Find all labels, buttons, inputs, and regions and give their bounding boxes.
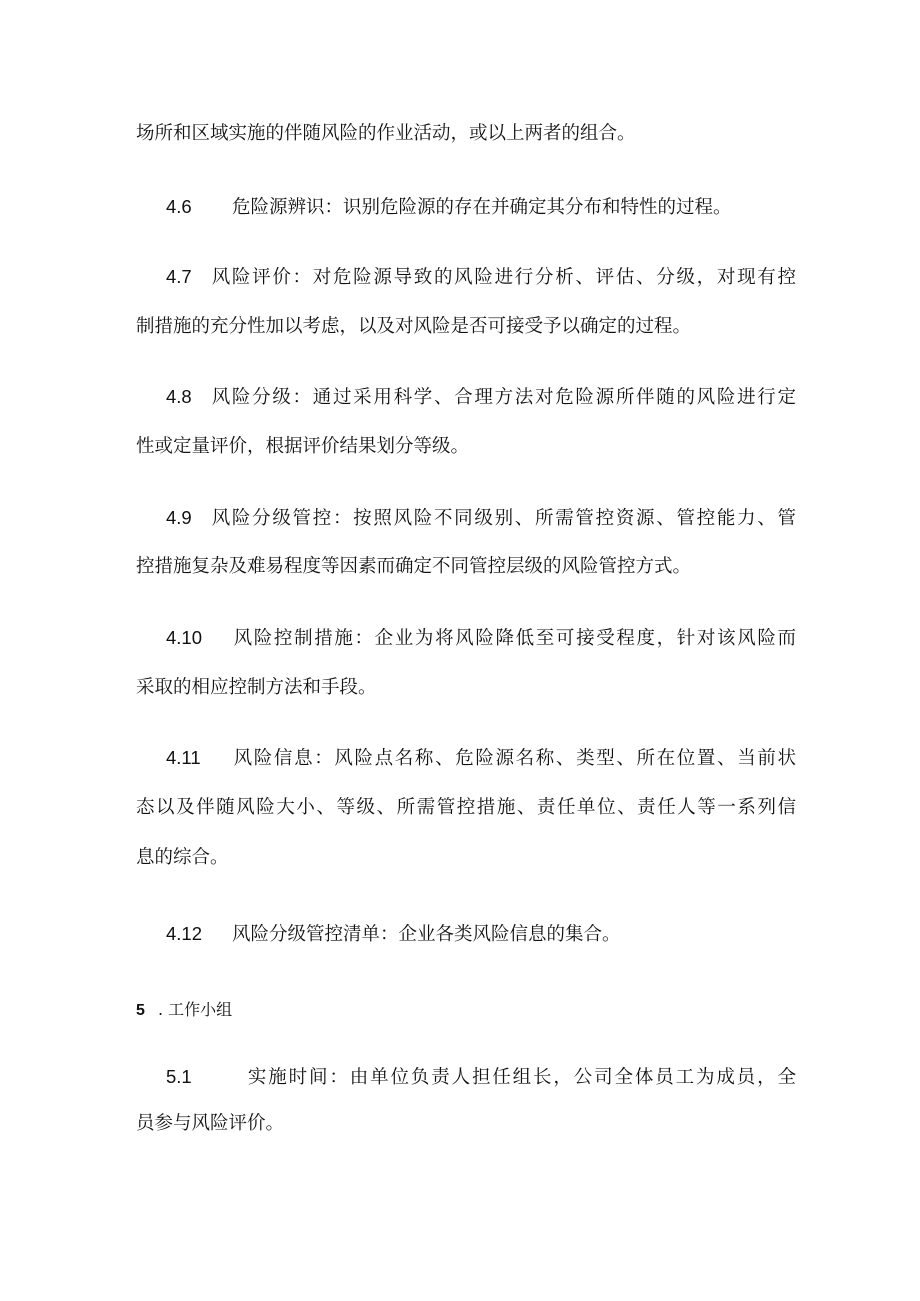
clause-4-11 — [136, 745, 796, 772]
section-number: 5 — [136, 1002, 145, 1019]
clause-text: 危险源辨识：识别危险源的存在并确定其分布和特性的过程。 — [232, 197, 732, 218]
clause-number: 5.1 — [166, 1066, 192, 1087]
clause-4-10 — [136, 625, 796, 652]
clause-number: 4.8 — [166, 386, 192, 407]
clause-text: 采取的相应控制方法和手段。 — [136, 677, 377, 698]
clause-5-1 — [136, 1064, 796, 1091]
clause-number: 4.7 — [166, 266, 192, 287]
clause-number: 4.9 — [166, 507, 192, 528]
clause-text: 控措施复杂及难易程度等因素而确定不同管控层级的风险管控方式。 — [136, 556, 692, 577]
clause-4-9-continuation — [136, 554, 796, 580]
section-title: . 工作小组 — [158, 1000, 233, 1019]
clause-text: 实施时间：由单位负责人担任组长，公司全体员工为成员，全 — [246, 1067, 796, 1088]
clause-text: 性或定量评价，根据评价结果划分等级。 — [136, 436, 470, 457]
clause-4-9 — [136, 505, 796, 532]
clause-number: 4.6 — [166, 196, 192, 217]
clause-text: 风险评价：对危险源导致的风险进行分析、评估、分级，对现有控 — [210, 267, 796, 288]
clause-5-1-continuation — [136, 1111, 796, 1137]
clause-text: 息的综合。 — [136, 847, 229, 868]
section-heading-5 — [136, 998, 232, 1023]
clause-4-11-continuation — [136, 795, 796, 821]
clause-text: 风险信息：风险点名称、危险源名称、类型、所在位置、当前状 — [232, 748, 796, 769]
clause-text: 风险分级管控：按照风险不同级别、所需管控资源、管控能力、管 — [210, 508, 796, 529]
clause-4-8-continuation — [136, 434, 796, 460]
clause-number: 4.12 — [166, 923, 203, 944]
clause-number: 4.10 — [166, 627, 203, 648]
paragraph-text: 场所和区域实施的伴随风险的作业活动，或以上两者的组合。 — [136, 123, 636, 144]
paragraph-continuation — [136, 121, 796, 147]
clause-4-7 — [136, 264, 796, 291]
clause-text: 态以及伴随风险大小、等级、所需管控措施、责任单位、责任人等一系列信 — [136, 797, 796, 818]
clause-text: 风险分级管控清单：企业各类风险信息的集合。 — [232, 924, 621, 945]
clause-text: 风险分级：通过采用科学、合理方法对危险源所伴随的风险进行定 — [210, 387, 796, 408]
clause-number: 4.11 — [166, 747, 201, 768]
clause-4-6 — [136, 194, 796, 221]
clause-4-12 — [136, 921, 796, 948]
clause-text: 制措施的充分性加以考虑，以及对风险是否可接受予以确定的过程。 — [136, 316, 692, 337]
clause-4-7-continuation — [136, 314, 796, 340]
clause-4-8 — [136, 384, 796, 411]
clause-4-11-continuation — [136, 845, 796, 871]
clause-text: 风险控制措施：企业为将风险降低至可接受程度，针对该风险而 — [232, 628, 796, 649]
clause-4-10-continuation — [136, 675, 796, 701]
clause-text: 员参与风险评价。 — [136, 1113, 285, 1134]
